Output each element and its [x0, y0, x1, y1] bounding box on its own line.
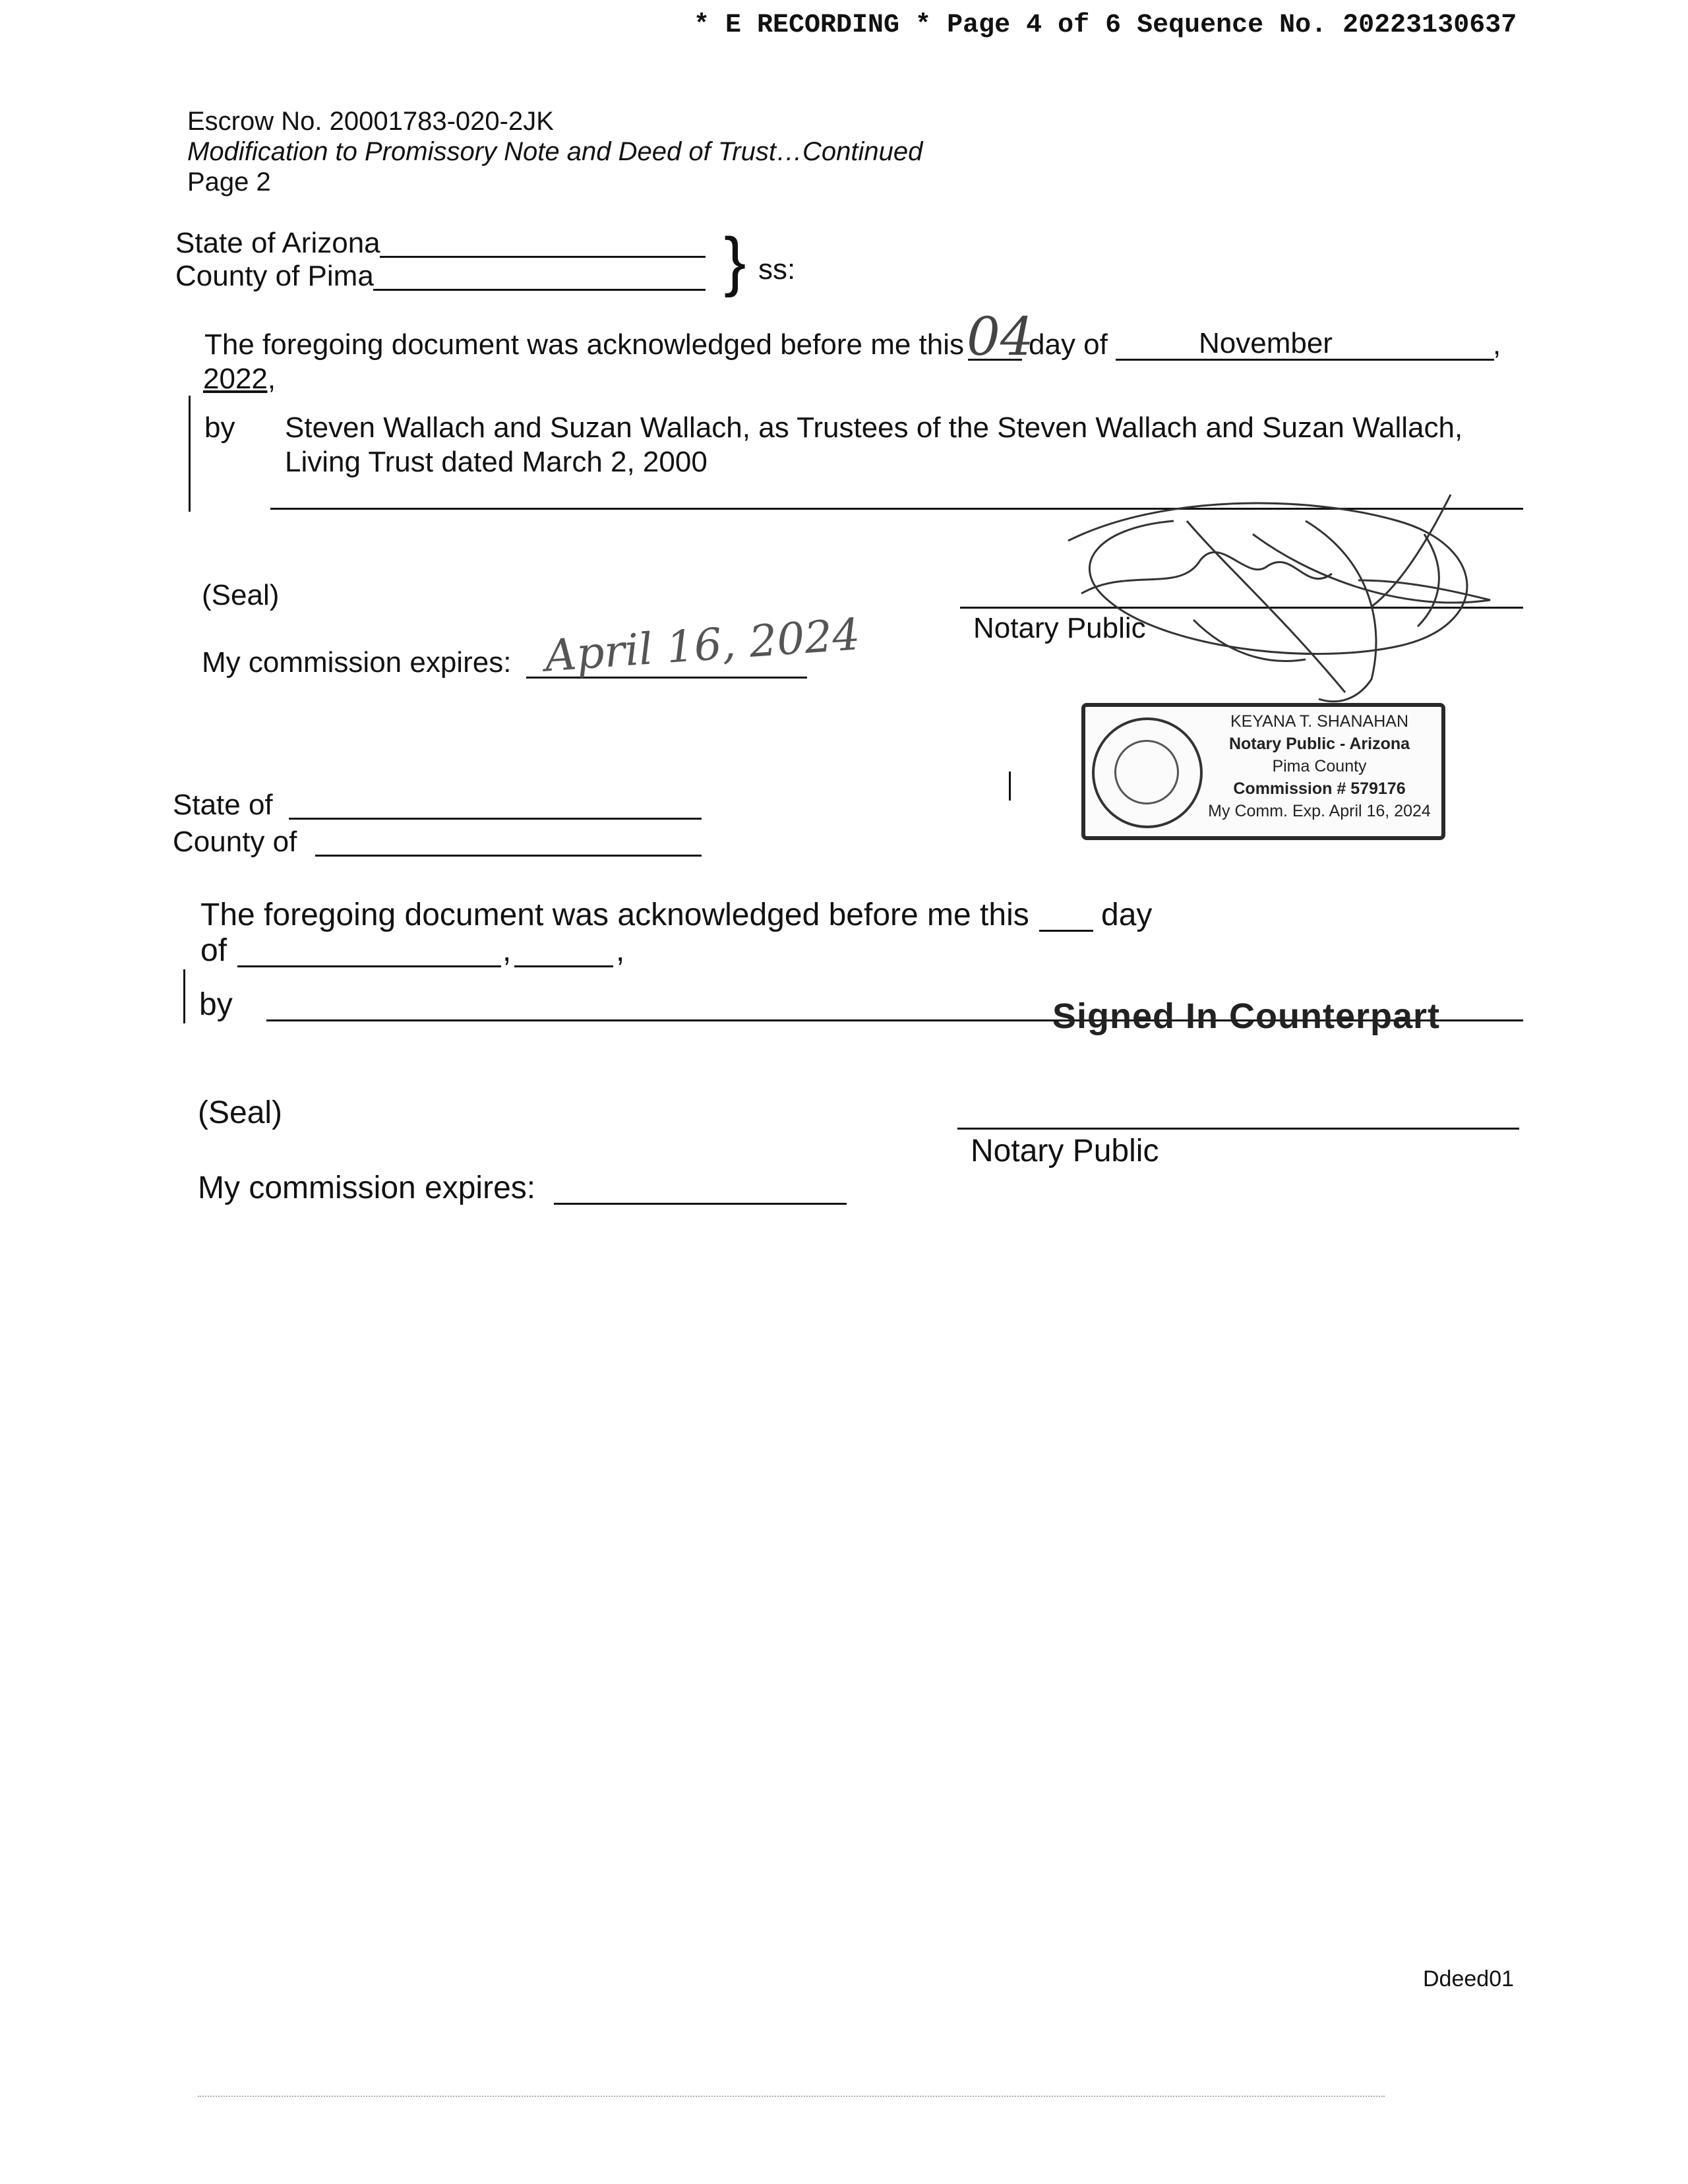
ack1-notary-public-label: Notary Public	[973, 612, 1146, 644]
ack1-margin-bar	[189, 396, 191, 512]
ack2-of-label: of	[200, 933, 227, 968]
scan-mark	[1009, 772, 1011, 801]
ack2-county-blank	[315, 855, 702, 857]
ack2-comma2: ,	[616, 933, 625, 968]
ack2-county-line: County of	[173, 826, 297, 858]
ack1-county-blank	[373, 289, 706, 291]
ack2-day-blank	[1039, 930, 1093, 932]
stamp-commission: Commission # 579176	[1233, 779, 1406, 798]
document-title: Modification to Promissory Note and Deed of Trust…Continued	[187, 137, 923, 166]
ack2-state-blank	[289, 818, 702, 820]
ack1-day-of: day of	[1029, 328, 1108, 361]
ack2-signature-line	[957, 1128, 1519, 1130]
ack1-state-line: State of Arizona	[175, 227, 380, 259]
ack2-commission-label: My commission expires:	[198, 1170, 536, 1205]
ack2-by-label: by	[199, 987, 233, 1022]
signed-in-counterpart-stamp: Signed In Counterpart	[1052, 996, 1440, 1036]
ack1-by-label: by	[204, 411, 235, 444]
ack2-comma1: ,	[502, 933, 512, 968]
ack2-year-blank	[514, 965, 613, 967]
ack1-seal-label: (Seal)	[202, 579, 280, 611]
ack1-ss: ss:	[758, 253, 796, 286]
stamp-county: Pima County	[1272, 757, 1367, 775]
ack1-county-line: County of Pima	[175, 260, 374, 292]
ack1-brace: }	[724, 224, 746, 298]
ack1-by-text-line1: Steven Wallach and Suzan Wallach, as Trustees of the Steven Wallach and Suzan Wallach,	[285, 411, 1463, 444]
ack1-day-handwritten: 04	[967, 306, 1034, 367]
ack1-commission-label: My commission expires:	[202, 646, 512, 679]
scan-artifact-line	[198, 2089, 1385, 2097]
ack2-foregoing-text: The foregoing document was acknowledged before me this	[200, 897, 1029, 932]
ack1-year: 2022,	[203, 363, 276, 395]
notary-signature	[1029, 481, 1503, 719]
ack2-notary-public-label: Notary Public	[971, 1134, 1159, 1168]
ack1-state-blank	[380, 256, 706, 258]
ack2-margin-bar	[183, 969, 185, 1023]
ack1-commission-handwritten: April 16, 2024	[543, 609, 862, 682]
notary-stamp	[1081, 703, 1445, 840]
form-code: Ddeed01	[1423, 1966, 1515, 1991]
ack1-foregoing-text: The foregoing document was acknowledged before me this	[204, 328, 965, 361]
ack1-by-text-line2: Living Trust dated March 2, 2000	[285, 446, 708, 478]
ack2-month-blank	[237, 965, 501, 967]
stamp-notary-name: KEYANA T. SHANAHAN	[1230, 712, 1408, 731]
stamp-expiration: My Comm. Exp. April 16, 2024	[1208, 802, 1431, 820]
ack2-day-label: day	[1101, 897, 1153, 932]
ack2-seal-label: (Seal)	[198, 1095, 283, 1130]
page-label: Page 2	[187, 167, 271, 197]
ack2-commission-blank	[554, 1203, 847, 1205]
stamp-notary-title: Notary Public - Arizona	[1228, 735, 1410, 753]
ack1-month: November	[1199, 327, 1333, 359]
recording-banner: * E RECORDING * Page 4 of 6 Sequence No. 20223130637	[694, 11, 1517, 40]
ack1-comma: ,	[1493, 328, 1501, 361]
state-seal-icon	[1092, 717, 1203, 828]
escrow-number: Escrow No. 20001783-020-2JK	[187, 107, 554, 136]
ack2-state-line: State of	[173, 789, 273, 821]
